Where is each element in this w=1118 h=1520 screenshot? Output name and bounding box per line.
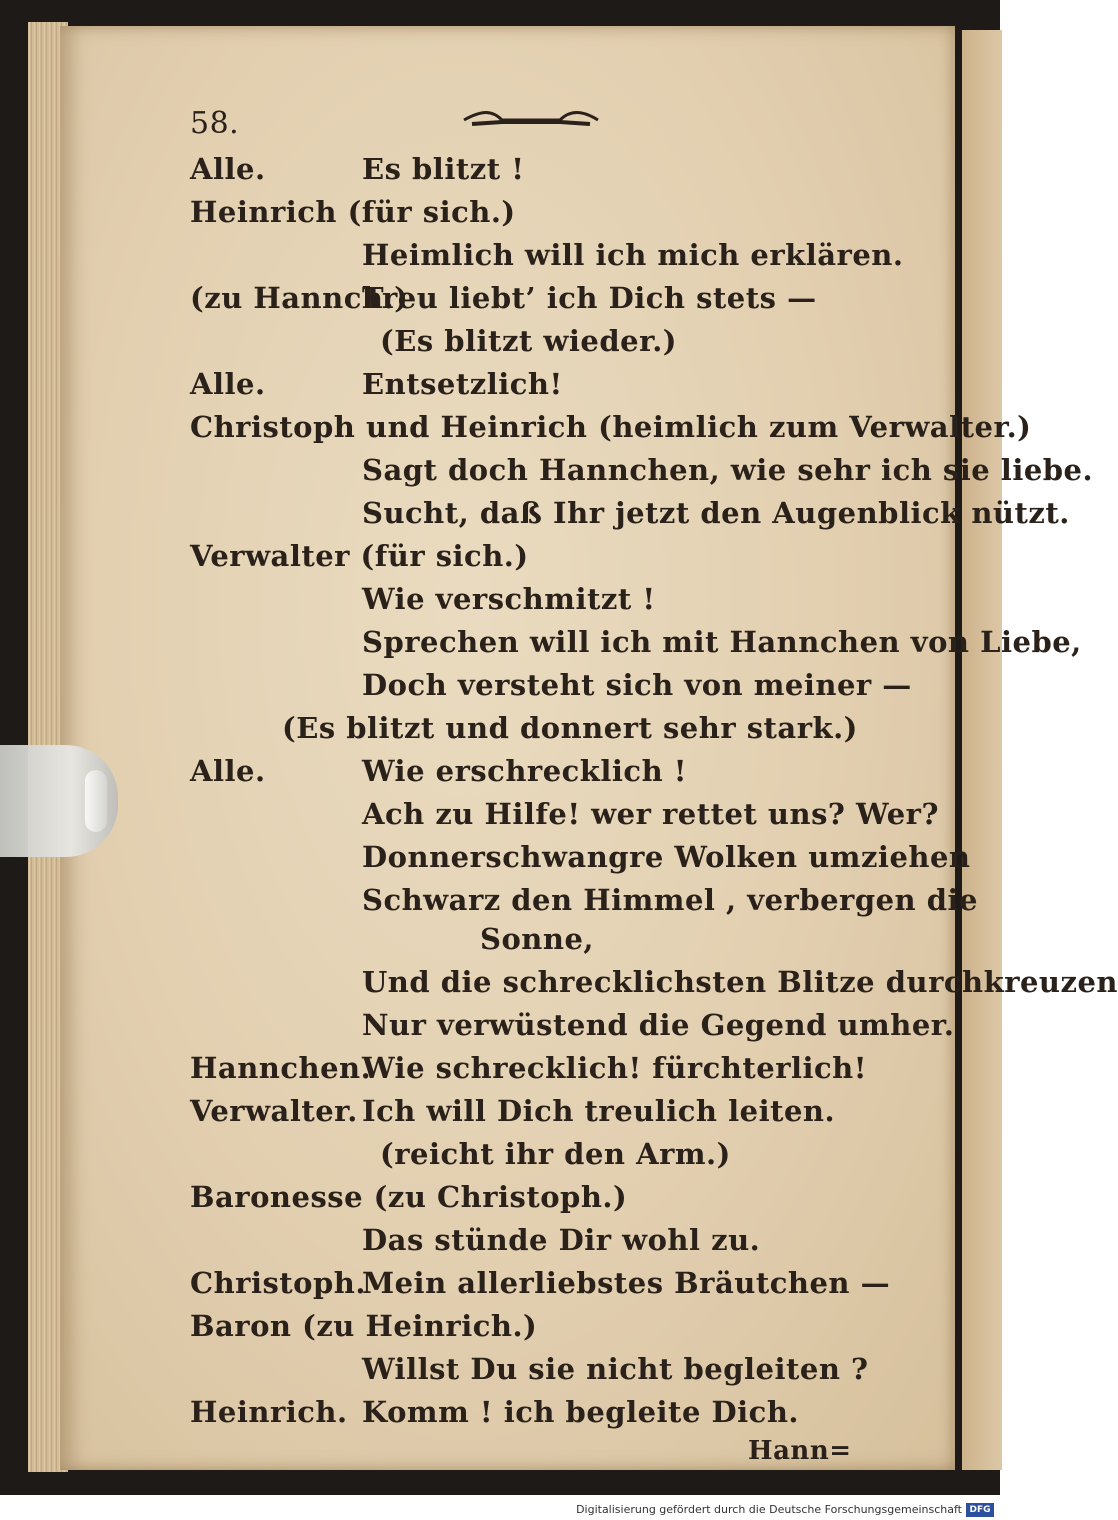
page-clip-highlight — [85, 770, 107, 832]
dialogue-line: Doch versteht sich von meiner — — [362, 668, 912, 702]
dialogue-line: Sucht, daß Ihr jetzt den Augenblick nützt. — [362, 496, 1070, 530]
dfg-logo: DFG — [966, 1503, 994, 1517]
speaker-label: Christoph und Heinrich (heimlich zum Verwalter.) — [190, 410, 1032, 444]
dialogue-line: Sagt doch Hannchen, wie sehr ich sie liebe. — [362, 453, 1094, 487]
dialogue-line: Wie schrecklich! fürchterlich! — [362, 1051, 867, 1085]
dialogue-line: Ich will Dich treulich leiten. — [362, 1094, 836, 1128]
dialogue-line: Komm ! ich begleite Dich. — [362, 1395, 799, 1429]
header-ornament — [462, 108, 600, 128]
speaker-label: Heinrich (für sich.) — [190, 195, 516, 229]
speaker-label: Hannchen. — [190, 1051, 372, 1085]
speaker-label: Heinrich. — [190, 1395, 348, 1429]
dialogue-line: Treu liebt’ ich Dich stets — — [362, 281, 817, 315]
dialogue-line: Entsetzlich! — [362, 367, 563, 401]
dialogue-line: Wie erschrecklich ! — [362, 754, 688, 788]
dialogue-line: Sonne, — [480, 922, 595, 956]
next-page-edge — [962, 30, 1002, 1470]
stage-direction: (Es blitzt wieder.) — [380, 324, 678, 358]
dialogue-line: Heimlich will ich mich erklären. — [362, 238, 904, 272]
dialogue-line: Und die schrecklichsten Blitze durchkreuzen — [362, 965, 1118, 999]
dialogue-line: Sprechen will ich mit Hannchen von Liebe, — [362, 625, 1082, 659]
dialogue-line: Willst Du sie nicht begleiten ? — [362, 1352, 869, 1386]
stage-direction: (zu Hannch.) — [190, 281, 409, 315]
page-number: 58. — [190, 106, 240, 141]
speaker-label: Baronesse (zu Christoph.) — [190, 1180, 628, 1214]
dialogue-line: Das stünde Dir wohl zu. — [362, 1223, 761, 1257]
stage-direction: (Es blitzt und donnert sehr stark.) — [282, 711, 858, 745]
dialogue-line: Schwarz den Himmel , verbergen die — [362, 883, 978, 917]
speaker-label: Alle. — [190, 754, 266, 788]
catchword: Hann= — [748, 1436, 852, 1466]
speaker-label: Alle. — [190, 367, 266, 401]
speaker-label: Verwalter (für sich.) — [190, 539, 529, 573]
dialogue-line: Ach zu Hilfe! wer rettet uns? Wer? — [362, 797, 939, 831]
dialogue-line: Mein allerliebstes Bräutchen — — [362, 1266, 891, 1300]
speaker-label: Christoph. — [190, 1266, 366, 1300]
dialogue-line: Nur verwüstend die Gegend umher. — [362, 1008, 955, 1042]
stage-direction: (reicht ihr den Arm.) — [380, 1137, 731, 1171]
speaker-label: Baron (zu Heinrich.) — [190, 1309, 538, 1343]
dialogue-line: Es blitzt ! — [362, 152, 525, 186]
dialogue-line: Donnerschwangre Wolken umziehen — [362, 840, 971, 874]
dialogue-line: Wie verschmitzt ! — [362, 582, 656, 616]
footer-credit: Digitalisierung gefördert durch die Deutsche Forschungsgemeinschaft — [576, 1503, 962, 1516]
speaker-label: Verwalter. — [190, 1094, 358, 1128]
speaker-label: Alle. — [190, 152, 266, 186]
